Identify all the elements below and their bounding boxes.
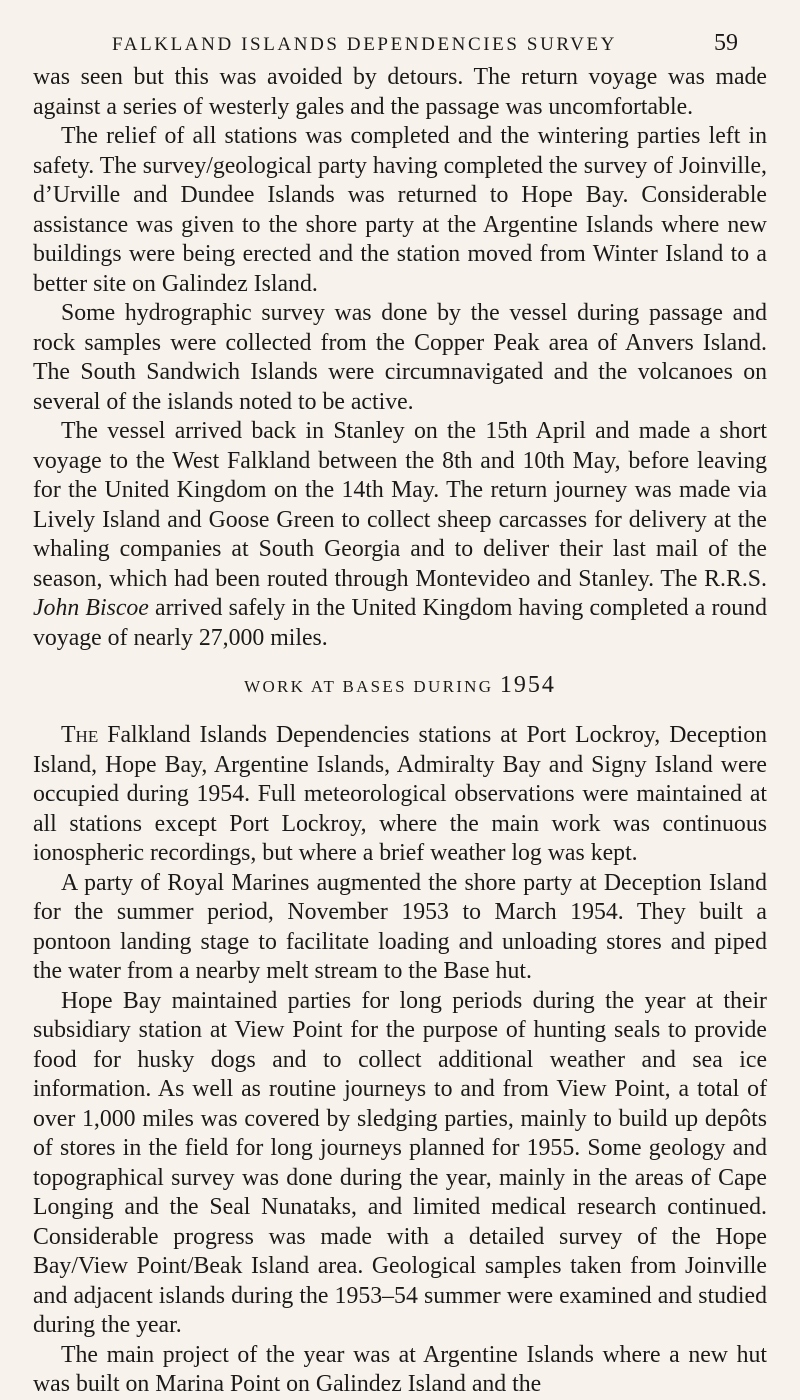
page-header [112, 30, 738, 60]
running-title: FALKLAND ISLANDS DEPENDENCIES SURVEY [112, 34, 617, 55]
paragraph-text: The vessel arrived back in Stanley on the 15th April and made a short voyage to the West Falkland between the 8th and 10th May, before leaving for the United Kingdom on the 14th May. The return journey was made via Lively Island and Goose Green to collect sheep carcasses for delivery at the whaling companies at South Georgia and to deliver their last mail of the season, which had been routed through Montevideo and Stanley. The R.R.S. [33, 418, 767, 592]
page-number: 59 [714, 30, 738, 56]
page-body [33, 63, 767, 1400]
paragraph-text: Falkland Islands Dependencies stations at Port Lockroy, Deception Island, Hope Bay, Argentine Islands, Admiralty Bay and Signy Island were occupied during 1954. Full meteorological observations were maintained at all stations except Port Lockroy, where the main work was continuous ionospheric recordings, but where a brief weather log was kept. [33, 722, 767, 866]
ship-name: John Biscoe [33, 595, 149, 621]
paragraph [33, 417, 767, 653]
paragraph-text: arrived safely in the United Kingdom having completed a round voyage of nearly 27,000 miles. [33, 595, 767, 651]
section-heading-year: 1954 [499, 672, 556, 698]
paragraph: A party of Royal Marines augmented the shore party at Deception Island for the summer period, November 1953 to March 1954. They built a pontoon landing stage to facilitate loading and unloading stores and piped the water from a nearby melt stream to the Base hut. [33, 869, 767, 984]
paragraph: The main project of the year was at Argentine Islands where a new hut was built on Marina Point on Galindez Island and the [33, 1341, 767, 1397]
lead-word: The [61, 722, 99, 748]
paragraph: was seen but this was avoided by detours. The return voyage was made against a series of westerly gales and the passage was uncomfortable. [33, 64, 767, 120]
section-heading [33, 669, 767, 703]
paragraph: Hope Bay maintained parties for long periods during the year at their subsidiary station at View Point for the purpose of hunting seals to provide food for husky dogs and to collect additional weather and sea ice information. As well as routine journeys to and from View Point, a total of over 1,000 miles was covered by sledging parties, mainly to build up depôts of stores in the field for long journeys planned for 1955. Some geology and topographical survey was done during the year, mainly in the areas of Cape Longing and the Seal Nunataks, and limited medical research continued. Considerable progress was made with a detailed survey of the Hope Bay/View Point/Beak Island area. Geological samples taken from Joinville and adjacent islands during the 1953–54 summer were examined and studied during the year. [33, 987, 767, 1338]
paragraph [33, 721, 767, 869]
section-heading-text: WORK AT BASES DURING [244, 677, 494, 696]
paragraph: The relief of all stations was completed and the wintering parties left in safety. The survey/geological party having completed the survey of Joinville, d’Urville and Dundee Islands was returned to Hope Bay. Considerable assistance was given to the shore party at the Argentine Islands where new buildings were being erected and the station moved from Winter Island to a better site on Galindez Island. [33, 123, 767, 297]
paragraph: Some hydrographic survey was done by the vessel during passage and rock samples were collected from the Copper Peak area of Anvers Island. The South Sandwich Islands were circumnavigated and the volcanoes on several of the islands noted to be active. [33, 300, 767, 415]
